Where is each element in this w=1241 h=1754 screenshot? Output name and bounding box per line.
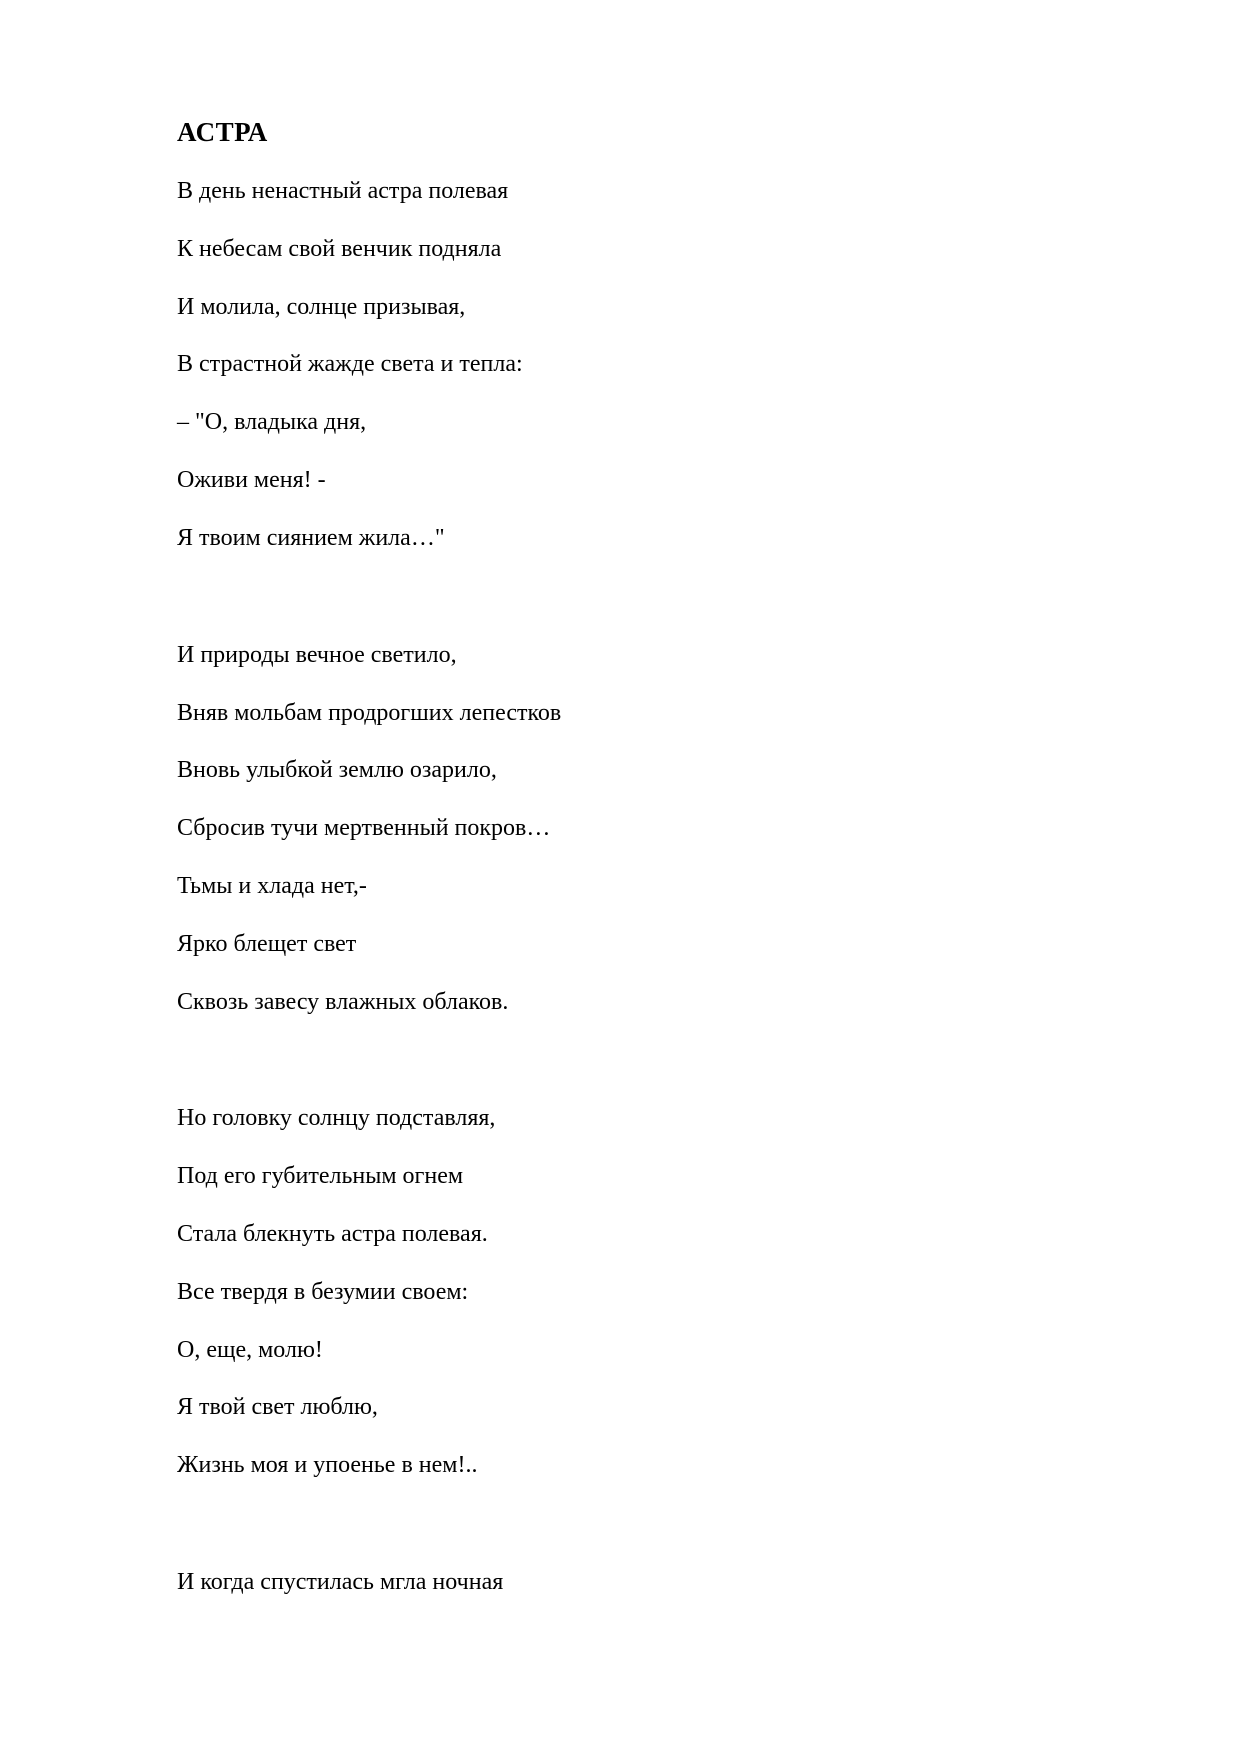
- poem-line: – "О, владыка дня,: [177, 409, 367, 435]
- poem-line: Я твой свет люблю,: [177, 1394, 378, 1420]
- poem-line: В страстной жажде света и тепла:: [177, 351, 523, 377]
- poem-line: И молила, солнце призывая,: [177, 294, 466, 320]
- poem-line: Под его губительным огнем: [177, 1163, 464, 1189]
- poem-line: О, еще, молю!: [177, 1337, 323, 1363]
- poem-line: И когда спустилась мгла ночная: [177, 1569, 504, 1595]
- poem-line: Вняв мольбам продрогших лепестков: [177, 700, 562, 726]
- poem-line: Но головку солнцу подставляя,: [177, 1105, 496, 1131]
- poem-line: Оживи меня! -: [177, 467, 326, 493]
- poem-line: Все твердя в безумии своем:: [177, 1279, 469, 1305]
- poem-line: К небесам свой венчик подняла: [177, 236, 502, 262]
- poem-line: Тьмы и хлада нет,-: [177, 873, 367, 899]
- poem-line: Сквозь завесу влажных облаков.: [177, 989, 509, 1015]
- poem-line: В день ненастный астра полевая: [177, 178, 509, 204]
- poem-line: Вновь улыбкой землю озарило,: [177, 757, 497, 783]
- poem-line: Жизнь моя и упоенье в нем!..: [177, 1452, 478, 1478]
- poem-line: Я твоим сиянием жила…": [177, 525, 445, 551]
- poem-line: Ярко блещет свет: [177, 931, 357, 957]
- poem-line: И природы вечное светило,: [177, 642, 457, 668]
- poem-line: Сбросив тучи мертвенный покров…: [177, 815, 551, 841]
- poem-title: АСТРА: [177, 117, 268, 147]
- poem-line: Стала блекнуть астра полевая.: [177, 1221, 488, 1247]
